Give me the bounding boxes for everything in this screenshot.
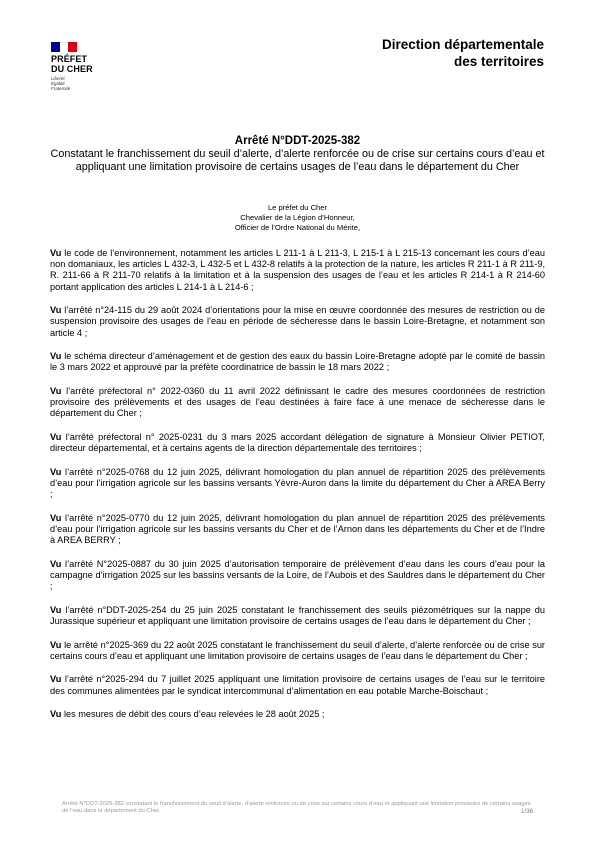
visa-text: le code de l’environnement, notamment les articles L 211-1 à L 211-3, L 215-1 à L 215-13 concernant les cours d’eau non domaniaux, les articles L 432-3, L 432-5 et L 432-8 relatifs à la protection de la nature, les articles R 211-1 à R 211-9, R. 211-66 à R 211-70 relatifs à la limitation et à la suspension des usages de l’eau et les articles R 214-1 à R 214-60 portant application des articles L 214-1 à L 214-6 ; — [50, 248, 545, 292]
visa-text: le arrêté n°2025-369 du 22 août 2025 constatant le franchissement du seuil d’alerte, d’alerte renforcée ou de crise sur certains cours d’eau et appliquant une limitation provisoire de certains usages de l’eau dans le département du Cher ; — [50, 639, 545, 661]
visa-text: l’arrêté préfectoral n° 2025-0231 du 3 mars 2025 accordant délégation de signature à Monsieur Olivier PETIOT, directeur départemental, et à certains agents de la direction départementale des territoires ; — [50, 432, 545, 454]
arrete-subtitle: Constatant le franchissement du seuil d’alerte, d’alerte renforcée ou de crise sur certains cours d’eau et appliquant une limitation provisoire de certains usages de l’eau dans le département du Cher — [50, 148, 545, 173]
flag-blue-band — [51, 42, 60, 52]
vu-label: Vu — [50, 248, 62, 258]
logo-line-cher: DU CHER — [51, 63, 93, 74]
visa-paragraph — [50, 559, 545, 593]
republic-motto: Liberté Égalité Fraternité — [51, 76, 71, 91]
flag-white-band — [60, 42, 69, 54]
visa-text: l’arrêté n°2025-0768 du 12 juin 2025, délivrant homologation du plan annuel de répartition 2025 des prélèvements d’eau pour l’irrigation agricole sur les bassins versants Yèvre-Auron dans la limite du département du Cher à AREA Berry ; — [50, 466, 545, 500]
visa-text: l’arrêté n°2025-294 du 7 juillet 2025 appliquant une limitation provisoire de certains usages de l’eau sur le territoire des communes alimentées par le syndicat intercommunal d’alimentation en eau potable Marche-Boischaut ; — [50, 674, 545, 696]
visa-paragraph — [50, 248, 545, 293]
logo-text — [51, 55, 111, 74]
prefecture-logo — [51, 42, 111, 91]
prefet-line-3: Officier de l’Ordre National du Mérite, — [234, 223, 361, 232]
visa-text: l’arrêté n°DDT-2025-254 du 25 juin 2025 constatant le franchissement des seuils piézométriques sur la nappe du Jurassique supérieur et appliquant une limitation provisoire de certains usages de l’eau dans le département du Cher ; — [50, 604, 545, 626]
visa-paragraph — [50, 513, 545, 547]
visa-text: l’arrêté n°2025-0770 du 12 juin 2025, délivrant homologation du plan annuel de répartition 2025 des prélèvements d’eau pour l’irrigation agricole sur les bassins versants du Cher et de l’Arnon dans les départements du Cher et de l’Indre à AREA BERRY ; — [50, 512, 545, 546]
vu-label: Vu — [50, 512, 62, 523]
visa-paragraph — [50, 467, 545, 501]
arrete-title: Arrêté N°DDT-2025-382 — [234, 135, 361, 147]
page-footer: Arrêté N°DDT-2025-382 constatant le franchissement du seuil d’alerte, d’alerte renforcée ou de crise sur certains cours d’eau et appliquant une limitation provisoire de certains usages de l’eau dans le département du Cher. — [62, 801, 531, 814]
page-number: 1/36 — [520, 808, 533, 815]
visas-list — [50, 248, 545, 733]
vu-label: Vu — [50, 386, 62, 396]
flag-red-band — [68, 42, 77, 52]
visa-paragraph — [50, 386, 545, 420]
logo-line-prefet: PRÉFET — [51, 54, 88, 64]
visa-paragraph — [50, 640, 545, 662]
vu-label: Vu — [50, 351, 62, 362]
vu-label: Vu — [50, 558, 62, 569]
vu-label: Vu — [50, 674, 62, 685]
vu-label: Vu — [50, 639, 62, 650]
visa-paragraph — [50, 305, 545, 339]
prefet-titles — [0, 203, 595, 233]
visa-paragraph — [50, 351, 545, 373]
visa-paragraph — [50, 709, 545, 720]
visa-paragraph — [50, 674, 545, 696]
arrete-heading — [50, 134, 545, 174]
visa-paragraph — [50, 432, 545, 454]
issuing-direction — [382, 36, 544, 70]
visa-text: l’arrêté N°2025-0887 du 30 juin 2025 d’autorisation temporaire de prélèvement d’eau dans les cours d’eau pour la campagne d’irrigation 2025 sur les bassins versants de la Loire, de l’Aubois et des Sauldres dans le département du Cher ; — [50, 558, 545, 592]
prefet-line-1: Le préfet du Cher — [267, 203, 328, 212]
vu-label: Vu — [50, 432, 62, 442]
visa-text: les mesures de débit des cours d’eau relevées le 28 août 2025 ; — [61, 709, 325, 720]
vu-label: Vu — [50, 305, 62, 316]
french-flag-icon — [51, 42, 77, 52]
visa-text: le schéma directeur d’aménagement et de gestion des eaux du bassin Loire-Bretagne adopté par le comité de bassin le 3 mars 2022 et approuvé par la préfète coordinatrice de bassin le 18 mars 2022 ; — [50, 351, 545, 373]
direction-line-2: des territoires — [453, 54, 544, 69]
visa-paragraph — [50, 605, 545, 627]
vu-label: Vu — [50, 709, 62, 720]
visa-text: l’arrêté n°24-115 du 29 août 2024 d’orientations pour la mise en œuvre coordonnée des mesures de restriction ou de suspension provisoire des usages de l’eau en période de sécheresse dans le bassin Loire-Bretagne, et notamment son article 4 ; — [50, 305, 545, 338]
direction-line-1: Direction départementale — [381, 37, 544, 52]
vu-label: Vu — [50, 604, 62, 615]
vu-label: Vu — [50, 466, 62, 477]
prefet-line-2: Chevalier de la Légion d’Honneur, — [240, 213, 355, 222]
visa-text: l’arrêté préfectoral n° 2022-0360 du 11 avril 2022 définissant le cadre des mesures coordonnées de restriction provisoire des prélèvements et des usages de l’eau destinées à faire face à une menace de sécheresse dans le département du Cher ; — [50, 386, 545, 419]
